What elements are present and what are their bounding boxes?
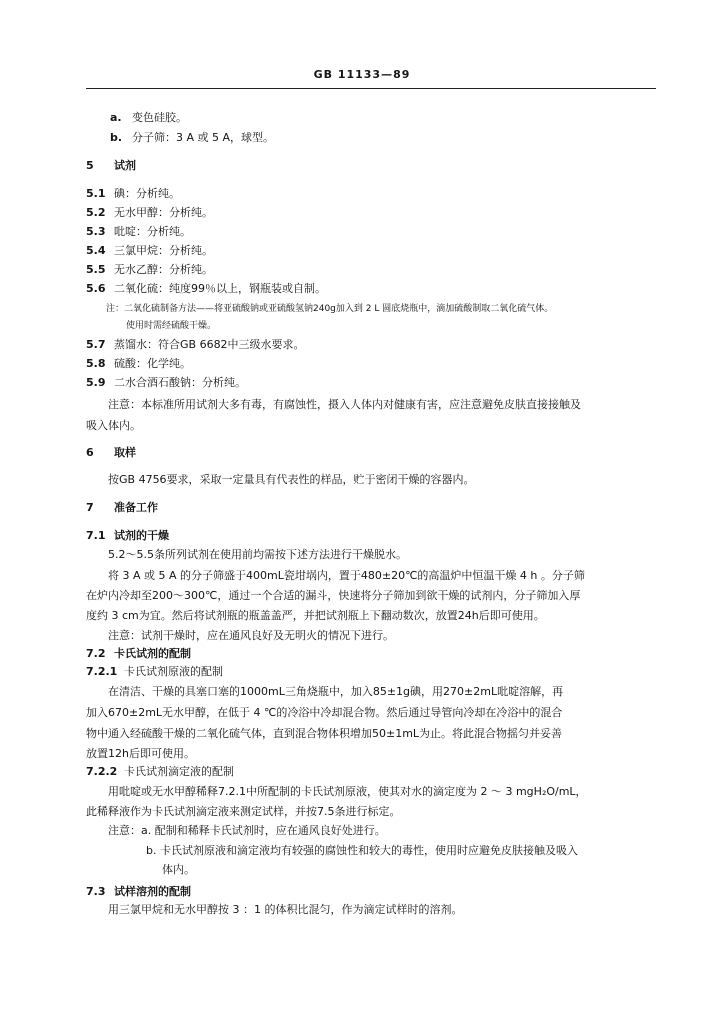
text-line-l16	[86, 418, 141, 434]
clause-number: 7.2.2	[86, 765, 118, 778]
clause-l20	[86, 528, 169, 544]
clause-l38	[86, 884, 191, 900]
text-line-l35	[108, 823, 386, 839]
line-text: 试剂	[114, 159, 136, 172]
line-text: 二氧化硫：纯度99％以上，钢瓶装或自制。	[114, 282, 326, 295]
line-text: 注意：本标准所用试剂大多有毒，有腐蚀性，摄入人体内对健康有害，应注意避免皮肤直接接触及	[108, 398, 581, 411]
line-text: 体内。	[162, 863, 195, 876]
text-line-l36	[146, 843, 578, 859]
text-line-l10	[106, 301, 553, 317]
line-text: 使用时需经硫酸干燥。	[126, 321, 217, 331]
line-text: 注意：a. 配制和稀释卡氏试剂时，应在通风良好处进行。	[108, 824, 386, 837]
clause-number: 5.1	[86, 187, 106, 200]
clause-l06	[86, 224, 191, 240]
clause-number: 5.5	[86, 263, 106, 276]
clause-l19	[86, 500, 158, 516]
clause-l08	[86, 262, 213, 278]
clause-l13	[86, 356, 191, 372]
clause-number: 6	[86, 446, 94, 459]
line-text: 取样	[114, 446, 136, 459]
text-line-l25	[108, 628, 394, 644]
clause-number: 5.7	[86, 338, 106, 351]
line-text: 无水甲醇：分析纯。	[114, 206, 213, 219]
line-text: 蒸馏水：符合GB 6682中三级水要求。	[114, 338, 305, 351]
line-text: 加入670±2mL无水甲醇，在低于 4 ℃的冷浴中冷却混合物。然后通过导管向冷却在冷浴中的混合	[86, 706, 563, 719]
text-line-l29	[86, 705, 562, 721]
line-text: 注意：试剂干燥时，应在通风良好及无明火的情况下进行。	[108, 629, 394, 642]
header-rule	[86, 88, 656, 89]
line-text: 用吡啶或无水甲醇稀释7.2.1中所配制的卡氏试剂原液，使其对水的滴定度为 2 ～ 3 mgH₂O/mL，	[108, 785, 587, 798]
clause-number: 7.1	[86, 529, 106, 542]
text-line-l22	[108, 568, 585, 584]
line-text: 在炉内冷却至200～300℃，通过一个合适的漏斗，快速将分子筛加到欲干燥的试剂内，分子筛加入厚	[86, 589, 581, 602]
line-text: 无水乙醇：分析纯。	[114, 263, 213, 276]
standard-number-header: GB 11133—89	[313, 68, 411, 81]
line-text: 试样溶剂的配制	[114, 885, 191, 898]
clause-number: 5.3	[86, 225, 106, 238]
clause-l07	[86, 243, 213, 259]
text-line-l33	[108, 784, 587, 800]
clause-l27	[86, 664, 223, 680]
text-line-l31	[86, 746, 195, 762]
clause-number: 7	[86, 501, 94, 514]
line-text: 按GB 4756要求，采取一定量具有代表性的样品，贮于密闭干燥的容器内。	[108, 473, 475, 486]
clause-l14	[86, 375, 246, 391]
line-text: 物中通入经硫酸干燥的二氧化硫气体，直到混合物体积增加50±1mL为止。将此混合物摇匀并妥善	[86, 727, 563, 740]
clause-number: 7.3	[86, 885, 106, 898]
clause-l26	[86, 646, 191, 662]
line-text: b. 卡氏试剂原液和滴定液均有较强的腐蚀性和较大的毒性，使用时应避免皮肤接触及吸入	[146, 844, 578, 857]
line-text: 三氯甲烷：分析纯。	[114, 244, 213, 257]
line-text: 碘：分析纯。	[114, 187, 180, 200]
clause-number: 5.8	[86, 357, 106, 370]
line-text: 分子筛：3 A 或 5 A，球型。	[132, 131, 275, 144]
clause-l05	[86, 205, 213, 221]
line-text: 二水合酒石酸钠：分析纯。	[114, 376, 246, 389]
line-text: 用三氯甲烷和无水甲醇按 3 ：1 的体积比混匀，作为滴定试样时的溶剂。	[108, 903, 463, 916]
text-line-l28	[108, 684, 563, 700]
line-text: 卡氏试剂的配制	[114, 647, 191, 660]
line-text: 卡氏试剂滴定液的配制	[124, 765, 234, 778]
line-text: 注：二氧化硫制备方法——将亚硫酸钠或亚硫酸氢钠240g加入到 2 L 圆底烧瓶中，滴加硫酸制取二氧化硫气体。	[106, 304, 554, 314]
text-line-l37	[162, 862, 195, 878]
line-text: 将 3 A 或 5 A 的分子筛盛于400mL瓷坩埚内，置于480±20℃的高温炉中恒温干燥 4 h 。分子筛	[108, 569, 585, 582]
clause-l01	[110, 110, 187, 126]
clause-l09	[86, 281, 326, 297]
line-text: 度约 3 cm为宜。然后将试剂瓶的瓶盖盖严，并把试剂瓶上下翻动数次，放置24h后即可使用。	[86, 609, 545, 622]
text-line-l24	[86, 608, 545, 624]
line-text: 变色硅胶。	[132, 111, 187, 124]
text-line-l18	[108, 472, 475, 488]
line-text: 试剂的干燥	[114, 529, 169, 542]
clause-number: 5.9	[86, 376, 106, 389]
line-text: 卡氏试剂原液的配制	[124, 665, 223, 678]
clause-l32	[86, 764, 234, 780]
clause-number: 7.2.1	[86, 665, 118, 678]
clause-number: 5.6	[86, 282, 106, 295]
line-text: 吸入体内。	[86, 419, 141, 432]
clause-number: 5	[86, 159, 94, 172]
line-text: 在清洁、干燥的具塞口塞的1000mL三角烧瓶中，加入85±1g碘，用270±2mL吡啶溶解，再	[108, 685, 564, 698]
line-text: 5.2～5.5条所列试剂在使用前均需按下述方法进行干燥脱水。	[108, 548, 407, 561]
clause-l04	[86, 186, 180, 202]
clause-number: 5.4	[86, 244, 106, 257]
text-line-l15	[108, 397, 581, 413]
clause-number: a.	[110, 111, 122, 124]
text-line-l23	[86, 588, 580, 604]
line-text: 放置12h后即可使用。	[86, 747, 195, 760]
clause-l03	[86, 158, 136, 174]
line-text: 吡啶：分析纯。	[114, 225, 191, 238]
line-text: 此稀释液作为卡氏试剂滴定液来测定试样，并按7.5条进行标定。	[86, 805, 401, 818]
line-text: 准备工作	[114, 501, 158, 514]
text-line-l39	[108, 902, 463, 918]
text-line-l34	[86, 804, 401, 820]
clause-number: 5.2	[86, 206, 106, 219]
clause-l02	[110, 130, 274, 146]
text-line-l30	[86, 726, 562, 742]
text-line-l11	[126, 318, 216, 334]
clause-l12	[86, 337, 305, 353]
text-line-l21	[108, 547, 407, 563]
clause-l17	[86, 445, 136, 461]
clause-number: b.	[110, 131, 123, 144]
clause-number: 7.2	[86, 647, 106, 660]
line-text: 硫酸：化学纯。	[114, 357, 191, 370]
